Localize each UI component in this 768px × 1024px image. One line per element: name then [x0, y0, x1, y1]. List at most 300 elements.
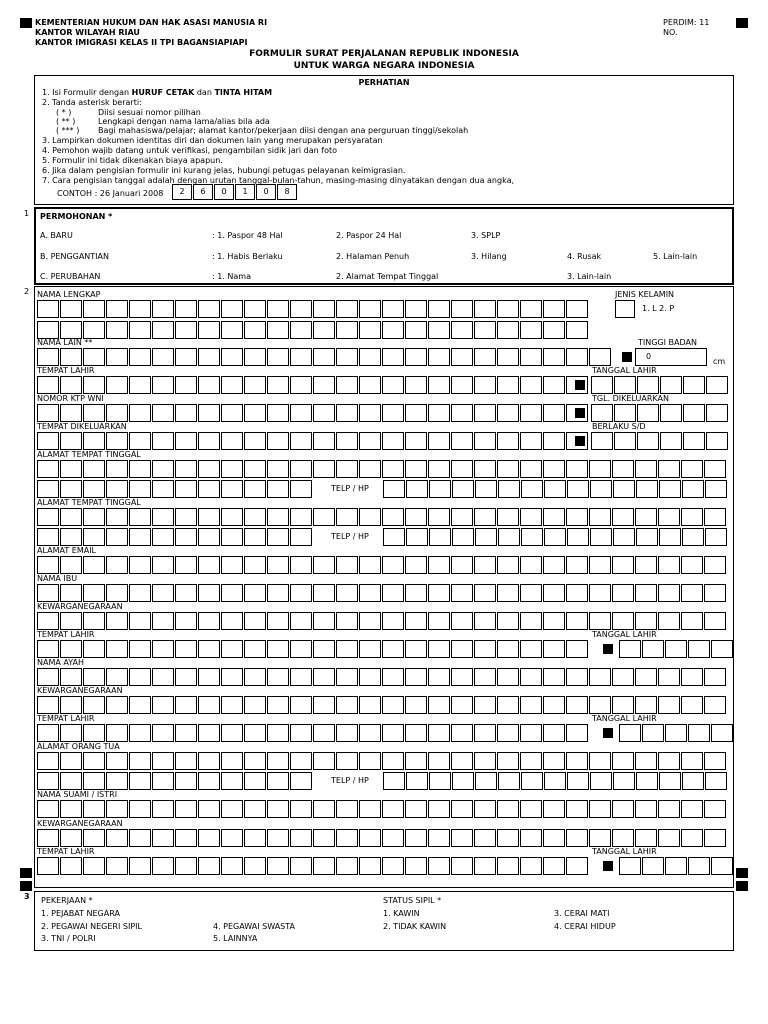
nama-lain-row[interactable] — [37, 348, 612, 366]
char-box[interactable] — [221, 829, 243, 847]
char-box[interactable] — [567, 480, 589, 498]
char-box[interactable] — [451, 752, 473, 770]
char-box[interactable] — [452, 772, 474, 790]
char-box[interactable] — [83, 612, 105, 630]
char-box[interactable] — [452, 480, 474, 498]
char-box[interactable] — [382, 829, 404, 847]
char-box[interactable] — [198, 857, 220, 875]
char-box[interactable] — [60, 556, 82, 574]
char-box[interactable] — [359, 404, 381, 422]
char-box[interactable] — [589, 556, 611, 574]
char-box[interactable] — [405, 376, 427, 394]
char-box[interactable] — [665, 640, 687, 658]
char-box[interactable] — [152, 348, 174, 366]
char-box[interactable] — [198, 300, 220, 318]
char-box[interactable] — [474, 300, 496, 318]
char-box[interactable] — [290, 829, 312, 847]
char-box[interactable] — [681, 668, 703, 686]
char-box[interactable] — [267, 752, 289, 770]
char-box[interactable] — [405, 556, 427, 574]
char-box[interactable] — [405, 300, 427, 318]
char-box[interactable] — [451, 668, 473, 686]
char-box[interactable] — [129, 640, 151, 658]
char-box[interactable] — [566, 321, 588, 339]
char-box[interactable] — [313, 612, 335, 630]
char-box[interactable] — [451, 612, 473, 630]
char-box[interactable] — [520, 321, 542, 339]
nama-ayah-row[interactable] — [37, 668, 727, 686]
char-box[interactable] — [221, 857, 243, 875]
telp-2-row[interactable] — [383, 528, 728, 546]
char-box[interactable] — [451, 640, 473, 658]
char-box[interactable] — [635, 829, 657, 847]
char-box[interactable] — [129, 800, 151, 818]
char-box[interactable] — [520, 640, 542, 658]
char-box[interactable] — [152, 829, 174, 847]
char-box[interactable] — [198, 640, 220, 658]
char-box[interactable] — [681, 612, 703, 630]
char-box[interactable] — [474, 724, 496, 742]
char-box[interactable] — [267, 480, 289, 498]
char-box[interactable] — [336, 857, 358, 875]
char-box[interactable] — [336, 640, 358, 658]
char-box[interactable] — [60, 612, 82, 630]
char-box[interactable] — [428, 640, 450, 658]
char-box[interactable] — [636, 480, 658, 498]
char-box[interactable] — [635, 556, 657, 574]
char-box[interactable] — [244, 404, 266, 422]
char-box[interactable] — [83, 348, 105, 366]
char-box[interactable] — [405, 348, 427, 366]
char-box[interactable] — [520, 376, 542, 394]
char-box[interactable] — [221, 696, 243, 714]
char-box[interactable] — [175, 321, 197, 339]
char-box[interactable] — [175, 348, 197, 366]
char-box[interactable] — [591, 432, 613, 450]
char-box[interactable] — [658, 612, 680, 630]
char-box[interactable] — [60, 752, 82, 770]
char-box[interactable] — [37, 300, 59, 318]
char-box[interactable] — [382, 508, 404, 526]
char-box[interactable] — [313, 696, 335, 714]
char-box[interactable] — [451, 432, 473, 450]
char-box[interactable] — [290, 460, 312, 478]
char-box[interactable] — [198, 480, 220, 498]
char-box[interactable] — [612, 556, 634, 574]
char-box[interactable] — [37, 508, 59, 526]
char-box[interactable] — [60, 376, 82, 394]
char-box[interactable] — [520, 800, 542, 818]
char-box[interactable] — [382, 556, 404, 574]
char-box[interactable] — [566, 612, 588, 630]
char-box[interactable] — [152, 772, 174, 790]
char-box[interactable] — [566, 640, 588, 658]
char-box[interactable] — [613, 480, 635, 498]
option-penggantian[interactable]: B. PENGGANTIAN — [40, 252, 109, 261]
char-box[interactable] — [451, 724, 473, 742]
char-box[interactable] — [497, 584, 519, 602]
char-box[interactable] — [543, 348, 565, 366]
char-box[interactable] — [221, 376, 243, 394]
char-box[interactable] — [60, 508, 82, 526]
char-box[interactable] — [681, 696, 703, 714]
char-box[interactable] — [129, 348, 151, 366]
char-box[interactable] — [106, 404, 128, 422]
char-box[interactable] — [619, 857, 641, 875]
kewarganegaraan-ayah-row[interactable] — [37, 696, 727, 714]
char-box[interactable] — [382, 321, 404, 339]
char-box[interactable] — [152, 668, 174, 686]
char-box[interactable] — [359, 829, 381, 847]
char-box[interactable] — [313, 321, 335, 339]
char-box[interactable] — [497, 857, 519, 875]
char-box[interactable] — [129, 857, 151, 875]
char-box[interactable] — [428, 829, 450, 847]
char-box[interactable] — [497, 829, 519, 847]
char-box[interactable] — [152, 508, 174, 526]
char-box[interactable] — [106, 668, 128, 686]
char-box[interactable] — [60, 460, 82, 478]
char-box[interactable] — [382, 376, 404, 394]
char-box[interactable] — [683, 404, 705, 422]
telp-1-row[interactable] — [383, 480, 728, 498]
char-box[interactable] — [336, 348, 358, 366]
char-box[interactable] — [520, 404, 542, 422]
char-box[interactable] — [221, 640, 243, 658]
char-box[interactable] — [706, 404, 728, 422]
tanggal-lahir-suami-row[interactable] — [619, 857, 734, 875]
char-box[interactable] — [543, 696, 565, 714]
char-box[interactable] — [106, 772, 128, 790]
char-box[interactable] — [60, 640, 82, 658]
char-box[interactable] — [543, 432, 565, 450]
char-box[interactable] — [359, 724, 381, 742]
nomor-ktp-row[interactable] — [37, 404, 589, 422]
char-box[interactable] — [520, 584, 542, 602]
char-box[interactable] — [612, 612, 634, 630]
char-box[interactable] — [221, 612, 243, 630]
char-box[interactable] — [382, 612, 404, 630]
option-pns[interactable]: 2. PEGAWAI NEGERI SIPIL — [41, 922, 142, 931]
char-box[interactable] — [106, 612, 128, 630]
char-box[interactable] — [290, 300, 312, 318]
char-box[interactable] — [336, 321, 358, 339]
option-paspor-24[interactable]: 2. Paspor 24 Hal — [336, 231, 402, 240]
char-box[interactable] — [566, 460, 588, 478]
char-box[interactable] — [198, 556, 220, 574]
char-box[interactable] — [497, 300, 519, 318]
char-box[interactable] — [497, 800, 519, 818]
char-box[interactable] — [290, 668, 312, 686]
char-box[interactable] — [152, 724, 174, 742]
char-box[interactable] — [619, 724, 641, 742]
char-box[interactable] — [428, 348, 450, 366]
char-box[interactable] — [497, 404, 519, 422]
char-box[interactable] — [474, 556, 496, 574]
char-box[interactable] — [198, 800, 220, 818]
char-box[interactable] — [313, 584, 335, 602]
char-box[interactable] — [152, 480, 174, 498]
char-box[interactable] — [590, 528, 612, 546]
alamat-1-row-2[interactable] — [37, 480, 313, 498]
char-box[interactable] — [313, 724, 335, 742]
char-box[interactable] — [359, 432, 381, 450]
char-box[interactable] — [635, 508, 657, 526]
char-box[interactable] — [642, 857, 664, 875]
char-box[interactable] — [705, 772, 727, 790]
char-box[interactable] — [83, 752, 105, 770]
char-box[interactable] — [359, 857, 381, 875]
char-box[interactable] — [221, 480, 243, 498]
nama-ibu-row[interactable] — [37, 584, 727, 602]
char-box[interactable] — [704, 460, 726, 478]
char-box[interactable] — [474, 696, 496, 714]
char-box[interactable] — [382, 584, 404, 602]
char-box[interactable] — [244, 612, 266, 630]
char-box[interactable] — [474, 432, 496, 450]
char-box[interactable] — [152, 612, 174, 630]
char-box[interactable] — [659, 480, 681, 498]
option-lain-lain[interactable]: 5. Lain-lain — [653, 252, 698, 261]
char-box[interactable] — [175, 772, 197, 790]
char-box[interactable] — [60, 404, 82, 422]
char-box[interactable] — [267, 829, 289, 847]
char-box[interactable] — [566, 300, 588, 318]
char-box[interactable] — [428, 432, 450, 450]
char-box[interactable] — [520, 696, 542, 714]
char-box[interactable] — [313, 640, 335, 658]
char-box[interactable] — [221, 432, 243, 450]
char-box[interactable] — [106, 752, 128, 770]
char-box[interactable] — [37, 724, 59, 742]
char-box[interactable] — [497, 668, 519, 686]
char-box[interactable] — [106, 528, 128, 546]
char-box[interactable] — [637, 432, 659, 450]
char-box[interactable] — [290, 528, 312, 546]
char-box[interactable] — [175, 612, 197, 630]
char-box[interactable] — [198, 460, 220, 478]
char-box[interactable] — [37, 752, 59, 770]
char-box[interactable] — [152, 752, 174, 770]
char-box[interactable] — [290, 508, 312, 526]
char-box[interactable] — [198, 348, 220, 366]
char-box[interactable] — [267, 668, 289, 686]
char-box[interactable] — [198, 584, 220, 602]
char-box[interactable] — [665, 724, 687, 742]
char-box[interactable] — [406, 528, 428, 546]
char-box[interactable] — [106, 321, 128, 339]
char-box[interactable] — [612, 752, 634, 770]
char-box[interactable] — [688, 640, 710, 658]
char-box[interactable] — [520, 432, 542, 450]
char-box[interactable] — [175, 724, 197, 742]
nama-lengkap-row-1[interactable] — [37, 300, 589, 318]
char-box[interactable] — [498, 528, 520, 546]
char-box[interactable] — [129, 480, 151, 498]
char-box[interactable] — [83, 584, 105, 602]
char-box[interactable] — [612, 668, 634, 686]
char-box[interactable] — [428, 857, 450, 875]
char-box[interactable] — [566, 584, 588, 602]
char-box[interactable] — [106, 800, 128, 818]
char-box[interactable] — [428, 752, 450, 770]
char-box[interactable] — [543, 508, 565, 526]
char-box[interactable] — [244, 857, 266, 875]
char-box[interactable] — [129, 460, 151, 478]
char-box[interactable] — [359, 460, 381, 478]
char-box[interactable] — [198, 508, 220, 526]
char-box[interactable] — [704, 752, 726, 770]
char-box[interactable] — [520, 300, 542, 318]
kewarganegaraan-suami-row[interactable] — [37, 829, 727, 847]
char-box[interactable] — [267, 460, 289, 478]
char-box[interactable] — [198, 724, 220, 742]
char-box[interactable] — [244, 376, 266, 394]
char-box[interactable] — [37, 460, 59, 478]
char-box[interactable] — [129, 432, 151, 450]
char-box[interactable] — [221, 752, 243, 770]
char-box[interactable] — [428, 460, 450, 478]
char-box[interactable] — [520, 724, 542, 742]
char-box[interactable] — [683, 376, 705, 394]
char-box[interactable] — [642, 640, 664, 658]
char-box[interactable] — [336, 508, 358, 526]
char-box[interactable] — [313, 376, 335, 394]
char-box[interactable] — [429, 772, 451, 790]
char-box[interactable] — [451, 404, 473, 422]
option-tni-polri[interactable]: 3. TNI / POLRI — [41, 934, 96, 943]
char-box[interactable] — [451, 800, 473, 818]
char-box[interactable] — [267, 772, 289, 790]
char-box[interactable] — [221, 321, 243, 339]
char-box[interactable] — [405, 404, 427, 422]
char-box[interactable] — [543, 300, 565, 318]
char-box[interactable] — [498, 772, 520, 790]
char-box[interactable] — [474, 348, 496, 366]
char-box[interactable] — [642, 724, 664, 742]
nama-suami-row[interactable] — [37, 800, 727, 818]
char-box[interactable] — [428, 668, 450, 686]
char-box[interactable] — [497, 348, 519, 366]
tanggal-lahir-row[interactable] — [591, 376, 729, 394]
char-box[interactable] — [497, 321, 519, 339]
char-box[interactable] — [614, 376, 636, 394]
char-box[interactable] — [129, 321, 151, 339]
char-box[interactable] — [152, 432, 174, 450]
char-box[interactable] — [589, 584, 611, 602]
char-box[interactable] — [290, 321, 312, 339]
char-box[interactable] — [543, 640, 565, 658]
option-cerai-mati[interactable]: 3. CERAI MATI — [554, 909, 610, 918]
char-box[interactable] — [129, 300, 151, 318]
char-box[interactable] — [336, 432, 358, 450]
char-box[interactable] — [589, 800, 611, 818]
char-box[interactable] — [635, 668, 657, 686]
char-box[interactable] — [543, 376, 565, 394]
char-box[interactable] — [405, 800, 427, 818]
char-box[interactable] — [267, 584, 289, 602]
char-box[interactable] — [428, 800, 450, 818]
char-box[interactable] — [428, 404, 450, 422]
char-box[interactable] — [175, 857, 197, 875]
option-habis-berlaku[interactable]: : 1. Habis Berlaku — [212, 252, 283, 261]
char-box[interactable] — [543, 724, 565, 742]
char-box[interactable] — [152, 857, 174, 875]
char-box[interactable] — [106, 696, 128, 714]
char-box[interactable] — [688, 724, 710, 742]
char-box[interactable] — [613, 772, 635, 790]
char-box[interactable] — [221, 772, 243, 790]
char-box[interactable] — [129, 528, 151, 546]
char-box[interactable] — [336, 829, 358, 847]
tempat-dikeluarkan-row[interactable] — [37, 432, 589, 450]
tgl-dikeluarkan-row[interactable] — [591, 404, 729, 422]
char-box[interactable] — [382, 348, 404, 366]
char-box[interactable] — [37, 584, 59, 602]
char-box[interactable] — [382, 640, 404, 658]
char-box[interactable] — [405, 432, 427, 450]
char-box[interactable] — [175, 460, 197, 478]
char-box[interactable] — [106, 508, 128, 526]
char-box[interactable] — [290, 640, 312, 658]
char-box[interactable] — [244, 300, 266, 318]
char-box[interactable] — [336, 584, 358, 602]
char-box[interactable] — [129, 829, 151, 847]
char-box[interactable] — [198, 321, 220, 339]
char-box[interactable] — [659, 528, 681, 546]
char-box[interactable] — [129, 612, 151, 630]
char-box[interactable] — [612, 584, 634, 602]
char-box[interactable] — [60, 348, 82, 366]
char-box[interactable] — [612, 829, 634, 847]
char-box[interactable] — [429, 480, 451, 498]
char-box[interactable] — [681, 800, 703, 818]
char-box[interactable] — [520, 348, 542, 366]
char-box[interactable] — [428, 508, 450, 526]
char-box[interactable] — [152, 321, 174, 339]
char-box[interactable] — [37, 432, 59, 450]
char-box[interactable] — [106, 857, 128, 875]
char-box[interactable] — [543, 321, 565, 339]
char-box[interactable] — [83, 528, 105, 546]
char-box[interactable] — [267, 321, 289, 339]
char-box[interactable] — [566, 724, 588, 742]
char-box[interactable] — [474, 640, 496, 658]
char-box[interactable] — [711, 724, 733, 742]
char-box[interactable] — [221, 724, 243, 742]
char-box[interactable] — [83, 300, 105, 318]
char-box[interactable] — [267, 857, 289, 875]
char-box[interactable] — [152, 800, 174, 818]
char-box[interactable] — [543, 752, 565, 770]
tanggal-lahir-ibu-row[interactable] — [619, 640, 734, 658]
char-box[interactable] — [290, 348, 312, 366]
char-box[interactable] — [60, 724, 82, 742]
char-box[interactable] — [428, 584, 450, 602]
char-box[interactable] — [566, 556, 588, 574]
char-box[interactable] — [336, 460, 358, 478]
char-box[interactable] — [405, 640, 427, 658]
char-box[interactable] — [520, 508, 542, 526]
char-box[interactable] — [37, 668, 59, 686]
char-box[interactable] — [175, 508, 197, 526]
char-box[interactable] — [129, 772, 151, 790]
char-box[interactable] — [290, 556, 312, 574]
char-box[interactable] — [106, 460, 128, 478]
char-box[interactable] — [152, 300, 174, 318]
char-box[interactable] — [567, 772, 589, 790]
char-box[interactable] — [175, 800, 197, 818]
